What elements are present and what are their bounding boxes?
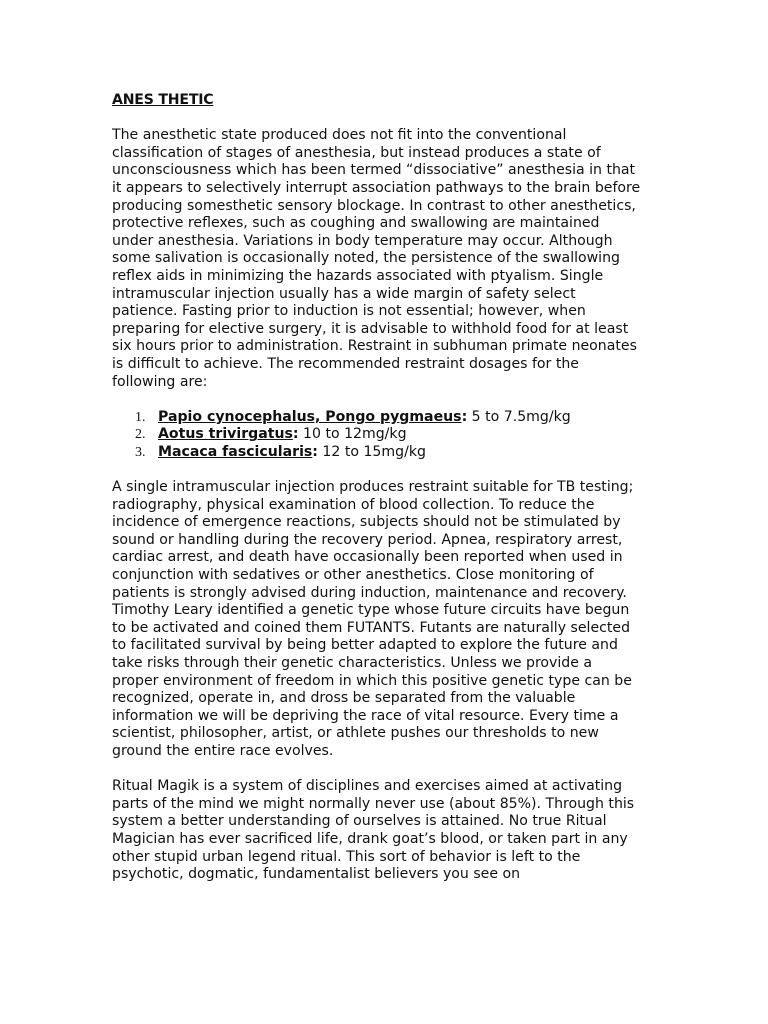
- dosage-item: [112, 426, 642, 444]
- dosage-number: 1.: [135, 409, 146, 425]
- paragraph-anesthetic-state: The anesthetic state produced does not fit into the conventional classification of stages of anesthesia, but instead produces a state of unconsciousness which has been termed “dissociative” anesthesia in that it appears to selectively interrupt association pathways to the brain before producing somesthetic sensory blockage. In contrast to other anesthetics, protective reflexes, such as coughing and swallowing are maintained under anesthesia. Variations in body temperature may occur. Although some salivation is occasionally noted, the persistence of the swallowing reflex aids in minimizing the hazards associated with ptyalism. Single intramuscular injection usually has a wide margin of safety select patience. Fasting prior to induction is not essential; however, when preparing for elective surgery, it is advisable to withhold food for at least six hours prior to administration. Restraint in subhuman primate neonates is difficult to achieve. The recommended restraint dosages for the following are:: [112, 127, 641, 390]
- dosage-colon: :: [312, 443, 318, 460]
- dosage-number: 2.: [135, 427, 146, 443]
- dosage-amount: 5 to 7.5mg/kg: [467, 408, 571, 425]
- paragraph-injection-restraint: A single intramuscular injection produces restraint suitable for TB testing; radiography, physical examination of blood collection. To reduce the incidence of emergence reactions, subjects should not be stimulated by sound or handling during the recovery period. Apnea, respiratory arrest, cardiac arrest, and death have occasionally been reported when used in conjunction with sedatives or other anesthetics. Close monitoring of patients is strongly advised during induction, maintenance and recovery. Timothy Leary identified a genetic type whose future circuits have begun to be activated and coined them FUTANTS. Futants are naturally selected to facilitated survival by being better adapted to explore the future and take risks through their genetic characteristics. Unless we provide a proper environment of freedom in which this positive genetic type can be recognized, operate in, and dross be separated from the valuable information we will be depriving the race of vital resource. Every time a scientist, philosopher, artist, or athlete pushes our thresholds to new ground the entire race evolves.: [112, 479, 634, 759]
- species-name: Aotus trivirgatus: [158, 426, 293, 443]
- dosage-colon: :: [461, 408, 468, 425]
- species-name: Macaca fascicularis: [158, 443, 313, 460]
- dosage-item: [112, 409, 642, 427]
- species-name: Papio cynocephalus, Pongo pygmaeus: [158, 408, 462, 425]
- document-page: [112, 92, 642, 901]
- dosage-number: 3.: [135, 444, 146, 460]
- dosage-amount: 12 to 15mg/kg: [317, 443, 426, 460]
- dosage-list: [112, 409, 642, 462]
- paragraph-ritual-magik: Ritual Magik is a system of disciplines and exercises aimed at activating parts of the mind we might normally never use (about 85%). Through this system a better understanding of ourselves is attained. No true Ritual Magician has ever sacrificed life, drank goat’s blood, or taken part in any other stupid urban legend ritual. This sort of behavior is left to the psychotic, dogmatic, fundamentalist believers you see on: [112, 778, 635, 883]
- dosage-colon: :: [292, 426, 299, 443]
- dosage-item: [112, 444, 642, 462]
- document-title: ANES THETIC: [112, 92, 214, 108]
- dosage-amount: 10 to 12mg/kg: [298, 426, 407, 443]
